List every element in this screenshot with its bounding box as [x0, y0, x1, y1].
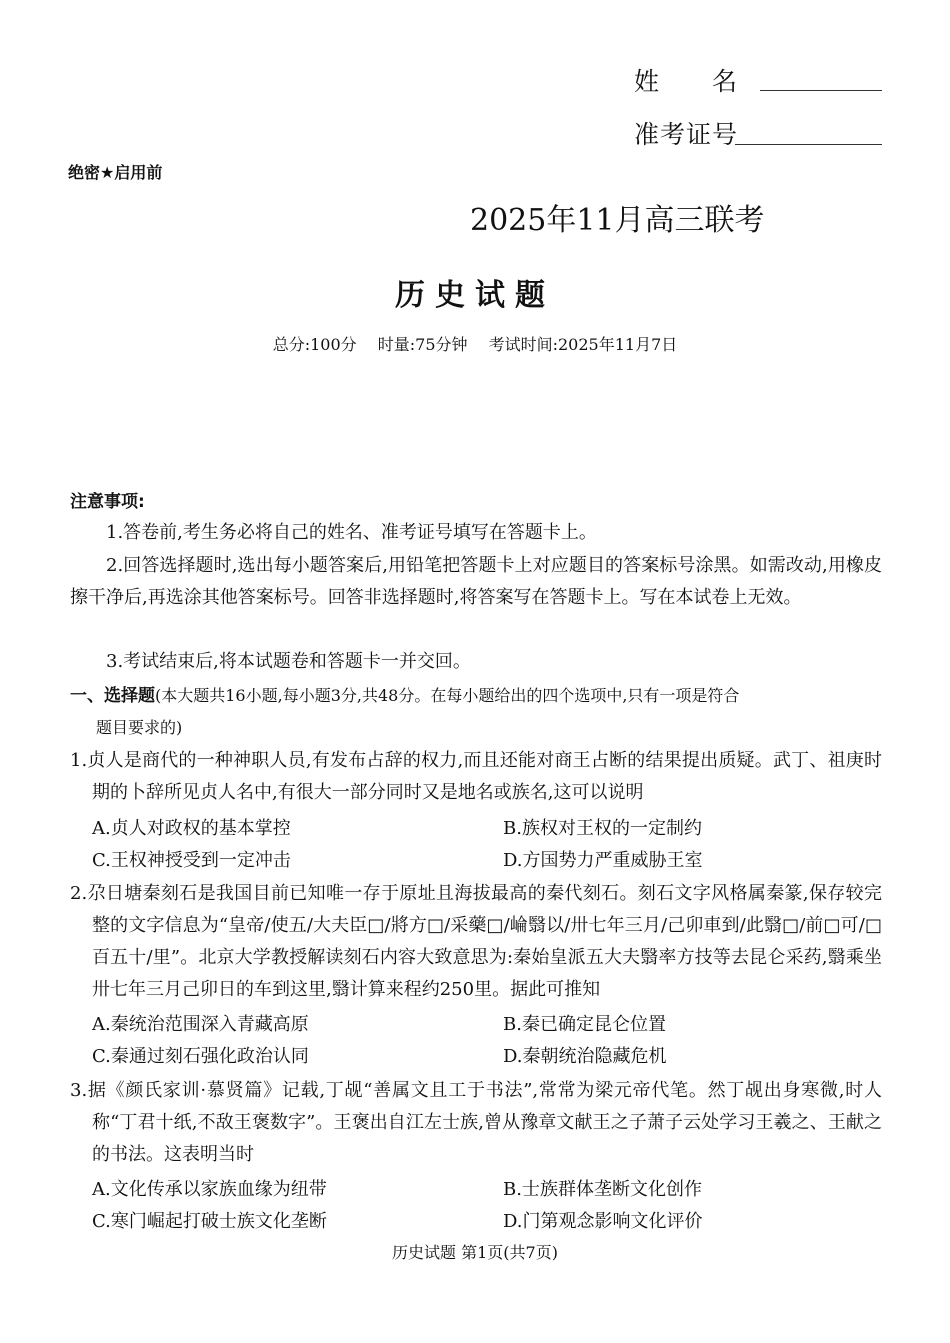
option-a[interactable]: A.贞人对政权的基本掌控 — [92, 818, 291, 839]
option-c[interactable]: C.寒门崛起打破士族文化垄断 — [92, 1211, 327, 1232]
name-field[interactable] — [760, 90, 882, 91]
duration: 时量:75分钟 — [377, 335, 468, 354]
option-d[interactable]: D.门第观念影响文化评价 — [503, 1211, 703, 1232]
question-stem: 3.据《颜氏家训·慕贤篇》记载,丁觇“善属文且工于书法”,常常为梁元帝代笔。然丁觇出身寒微,时人称“丁君十纸,不敌王褒数字”。王褒出自江左士族,曾从豫章文献王之子萧子云处学习王羲之、王献之的书法。这表明当时 — [70, 1080, 882, 1165]
exam-date: 考试时间:2025年11月7日 — [488, 335, 678, 354]
exam-id-field[interactable] — [735, 144, 882, 145]
option-b[interactable]: B.士族群体垄断文化创作 — [503, 1179, 702, 1200]
notice-title: 注意事项: — [70, 492, 145, 512]
section-title: 一、选择题 — [70, 686, 155, 706]
notice-item: 2.回答选择题时,选出每小题答案后,用铅笔把答题卡上对应题目的答案标号涂黑。如需改动,用橡皮擦干净后,再选涂其他答案标号。回答非选择题时,将答案写在答题卡上。写在本试卷上无效。 — [70, 555, 882, 608]
name-label: 姓 名 — [634, 67, 739, 96]
subject-title: 历史试题 — [395, 278, 555, 313]
secret-mark: 绝密★启用前 — [68, 163, 163, 182]
exam-id-label: 准考证号 — [634, 120, 739, 149]
option-b[interactable]: B.族权对王权的一定制约 — [503, 818, 702, 839]
option-a[interactable]: A.秦统治范围深入青藏高原 — [92, 1014, 309, 1035]
section-desc: (本大题共16小题,每小题3分,共48分。在每小题给出的四个选项中,只有一项是符合 — [155, 686, 740, 705]
total-score: 总分:100分 — [272, 335, 357, 354]
question-stem: 2.尕日塘秦刻石是我国目前已知唯一存于原址且海拔最高的秦代刻石。刻石文字风格属秦篆,保存较完整的文字信息为“皇帝/使五/大夫臣□/將方□/采藥□/崘翳以/卅七年三月/己卯車到/此翳□/前□可/□百五十/里”。北京大学教授解读刻石内容大致意思为:秦始皇派五大夫翳率方技等去昆仑采药,翳乘坐卅七年三月己卯日的车到这里,翳计算来程约250里。据此可推知 — [70, 883, 882, 1000]
question-stem: 1.贞人是商代的一种神职人员,有发布占辞的权力,而且还能对商王占断的结果提出质疑。武丁、祖庚时期的卜辞所见贞人名中,有很大一部分同时又是地名或族名,这可以说明 — [70, 750, 882, 803]
option-b[interactable]: B.秦已确定昆仑位置 — [503, 1014, 666, 1035]
notice-item: 1.答卷前,考生务必将自己的姓名、准考证号填写在答题卡上。 — [106, 522, 597, 543]
section-heading — [70, 680, 882, 743]
exam-meta — [0, 332, 950, 355]
exam-title: 2025年11月高三联考 — [470, 203, 765, 238]
option-d[interactable]: D.方国势力严重威胁王室 — [503, 850, 703, 871]
option-c[interactable]: C.秦通过刻石强化政治认同 — [92, 1046, 309, 1067]
section-desc-cont: 题目要求的) — [96, 718, 183, 737]
page-footer: 历史试题 第1页(共7页) — [392, 1243, 558, 1262]
option-c[interactable]: C.王权神授受到一定冲击 — [92, 850, 291, 871]
notice-item: 3.考试结束后,将本试题卷和答题卡一并交回。 — [106, 651, 471, 672]
option-a[interactable]: A.文化传承以家族血缘为纽带 — [92, 1179, 327, 1200]
option-d[interactable]: D.秦朝统治隐藏危机 — [503, 1046, 667, 1067]
